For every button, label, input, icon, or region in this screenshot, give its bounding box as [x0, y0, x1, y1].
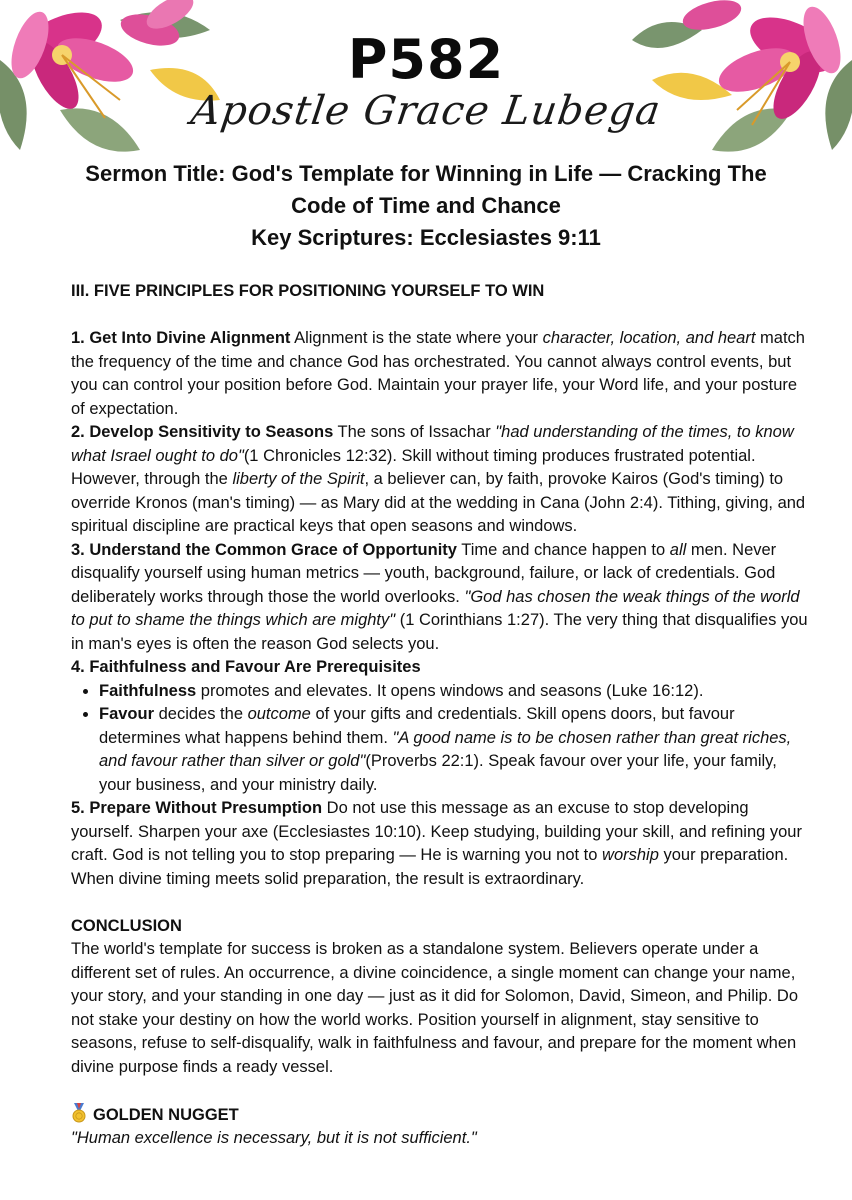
list-item [99, 703, 811, 797]
nugget-heading: GOLDEN NUGGET [93, 1105, 239, 1124]
principle-2-text-3: , a believer can, by faith, provoke Kairos (God's timing) to override Kronos (man's timing) — as Mary did at the wedding in Cana (John 2:4). Tithing, giving, and spiritual discipline are practical keys that open seasons and windows. [71, 470, 806, 535]
list-item [99, 680, 811, 704]
bullet-2-quote: "A good name is to be chosen rather than great riches, and favour rather than silver or gold" [99, 728, 792, 770]
key-scriptures: Key Scriptures: Ecclesiastes 9:11 [251, 225, 601, 250]
sermon-title-line1: Sermon Title: God's Template for Winning in Life — Cracking The [85, 161, 767, 186]
conclusion-text: The world's template for success is broken as a standalone system. Believers operate under a different set of rules. An occurrence, a divine coincidence, a single moment can change your name, your story, and your standing in one day — just as it did for Solomon, David, Simeon, and Philip. Do not stake your destiny on how the world works. Position yourself in alignment, stay sensitive to seasons, refuse to self-disqualify, walk in faithfulness and favour, and prepare for the moment when divine purpose finds a ready vessel. [71, 940, 798, 1076]
principle-3-text-2: men. Never disqualify yourself using human metrics — youth, background, failure, or lack of credentials. God deliberately works through those the world overlooks. [71, 540, 777, 606]
principle-2-text: The sons of Issachar [333, 423, 496, 441]
principle-2-quote: "had understanding of the times, to know what Israel ought to do" [71, 423, 794, 465]
conclusion-heading: CONCLUSION [71, 916, 182, 935]
principle-5-text-2: your preparation. When divine timing meets solid preparation, the result is extraordinary. [71, 846, 789, 888]
principle-3-quote: "God has chosen the weak things of the world to put to shame the things which are mighty" [71, 587, 800, 629]
sermon-title-line2: Code of Time and Chance [291, 193, 561, 218]
principle-1-text: Alignment is the state where your [290, 329, 543, 347]
title-block [30, 158, 822, 254]
bullet-2-emphasis: outcome [247, 705, 311, 723]
principle-1-heading: 1. Get Into Divine Alignment [71, 329, 291, 347]
principle-2-emphasis: liberty of the Spirit [232, 470, 365, 488]
principle-1-emphasis: character, location, and heart [542, 329, 756, 347]
principle-4-list [71, 680, 811, 798]
principle-3-text-3: (1 Corinthians 1:27). The very thing that disqualifies you in man's eyes is often the reason God selects you. [71, 611, 808, 653]
principle-5-text: Do not use this message as an excuse to stop developing yourself. Sharpen your axe (Ecclesiastes 10:10). Keep studying, building your skill, and refining your craft. God is not telling you to stop preparing — He is warning you not to [71, 799, 802, 864]
bullet-1-text: promotes and elevates. It opens windows and seasons (Luke 16:12). [196, 681, 704, 700]
principle-5-heading: 5. Prepare Without Presumption [71, 799, 323, 817]
nugget-quote: "Human excellence is necessary, but it is not sufficient." [71, 1129, 477, 1147]
sermon-code: P582 [347, 28, 505, 91]
principle-3-heading: 3. Understand the Common Grace of Opportunity [71, 540, 457, 559]
nugget-heading-row [71, 1103, 811, 1128]
principle-3 [71, 539, 811, 657]
author-signature: Apostle Grace Lubega [188, 88, 664, 134]
principle-3-emphasis: all [669, 540, 687, 559]
bullet-1-heading: Faithfulness [99, 681, 197, 700]
sermon-body [71, 280, 811, 1151]
bullet-2-text: decides the [154, 705, 248, 723]
bullet-2-text-2: of your gifts and credentials. Skill opens doors, but favour determines what happens behind them. [99, 705, 735, 747]
principle-4-heading: 4. Faithfulness and Favour Are Prerequisites [71, 658, 421, 676]
bullet-2-text-3: (Proverbs 22:1). Speak favour over your life, your family, your business, and your ministry daily. [99, 752, 777, 794]
principle-3-text: Time and chance happen to [456, 540, 670, 559]
medal-icon [71, 1103, 87, 1123]
principle-1 [71, 327, 811, 421]
principle-5-emphasis: worship [602, 846, 659, 864]
principle-5 [71, 797, 811, 891]
principle-2-text-2: (1 Chronicles 12:32). Skill without timing produces frustrated potential. However, through the [71, 446, 756, 488]
section-heading: III. FIVE PRINCIPLES FOR POSITIONING YOURSELF TO WIN [71, 282, 545, 300]
principle-2 [71, 421, 811, 539]
principle-1-text-2: match the frequency of the time and chance God has orchestrated. You cannot always control events, but you can control your position before God. Maintain your prayer life, your Word life, and your posture of expectation. [71, 329, 805, 418]
bullet-2-heading: Favour [99, 705, 155, 723]
principle-2-heading: 2. Develop Sensitivity to Seasons [71, 423, 334, 441]
